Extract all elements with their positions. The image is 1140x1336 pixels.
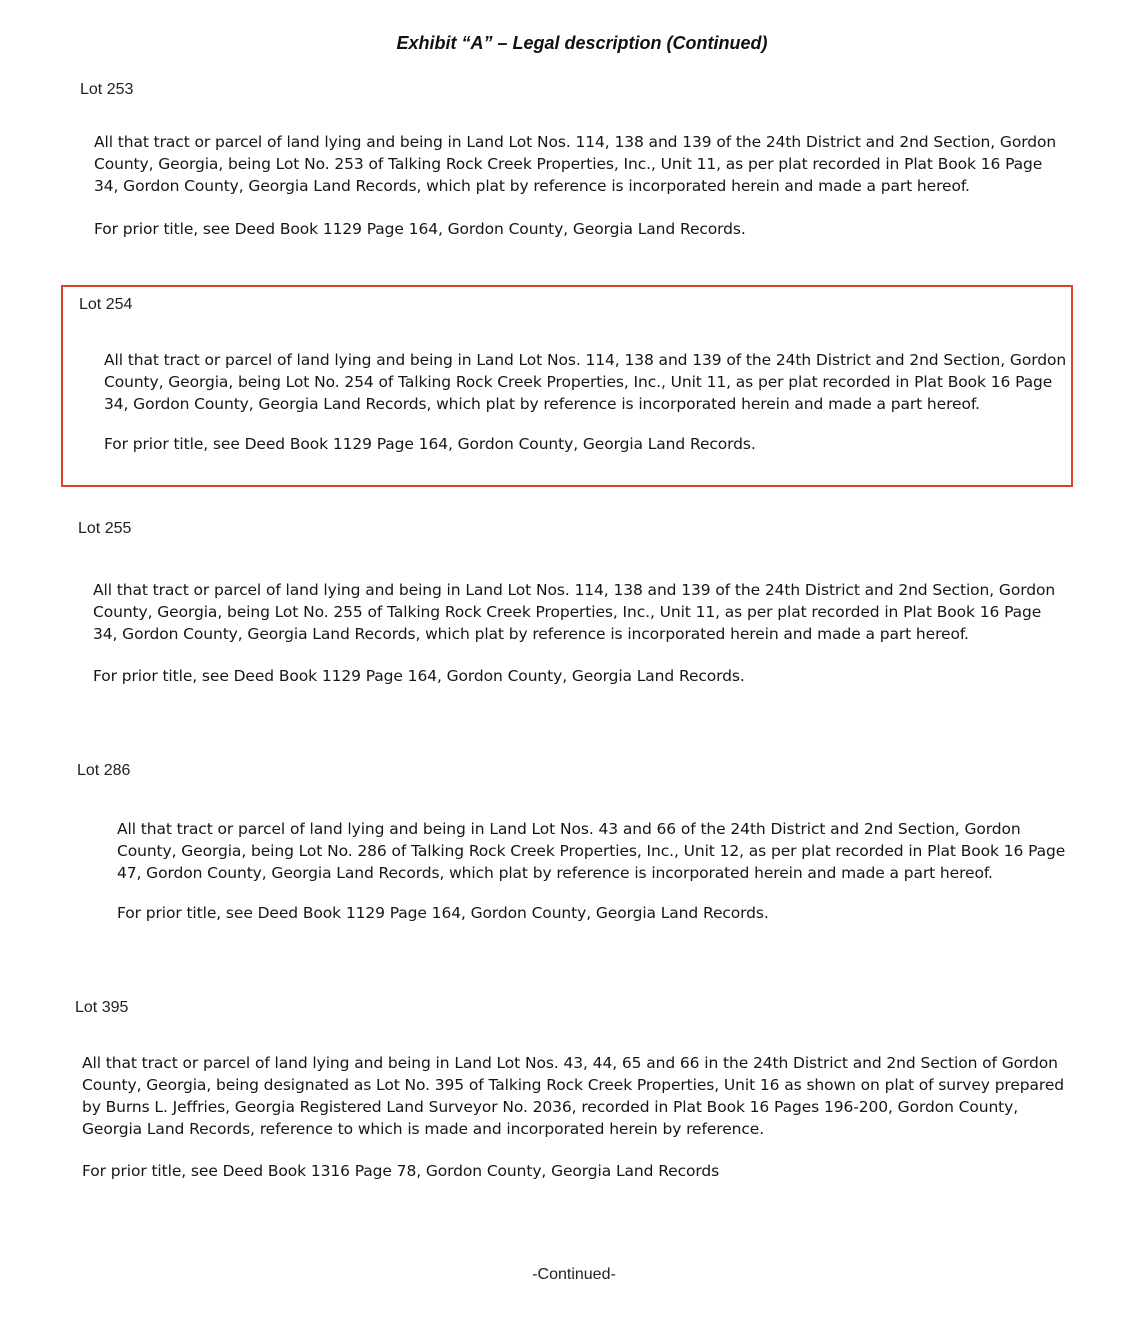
lot-description-255: All that tract or parcel of land lying and being in Land Lot Nos. 114, 138 and 139 of the 24th District and 2nd Section, Gordon County, Georgia, being Lot No. 255 of Talking Rock Creek Properties, Inc., Unit 11, as per plat recorded in Plat Book 16 Page 34, Gordon County, Georgia Land Records, which plat by reference is incorporated herein and made a part hereof. <box>93 581 1056 643</box>
lot-section-255 <box>93 579 1069 687</box>
lot-prior-title-286: For prior title, see Deed Book 1129 Page 164, Gordon County, Georgia Land Records. <box>117 904 769 922</box>
continued-footer: -Continued- <box>532 1266 616 1283</box>
lot-prior-title-253: For prior title, see Deed Book 1129 Page 164, Gordon County, Georgia Land Records. <box>94 220 746 238</box>
lot-section-254 <box>104 349 1070 455</box>
lot-section-286 <box>117 818 1073 924</box>
lot-section-253 <box>94 131 1070 240</box>
lot-description-253: All that tract or parcel of land lying and being in Land Lot Nos. 114, 138 and 139 of the 24th District and 2nd Section, Gordon County, Georgia, being Lot No. 253 of Talking Rock Creek Properties, Inc., Unit 11, as per plat recorded in Plat Book 16 Page 34, Gordon County, Georgia Land Records, which plat by reference is incorporated herein and made a part hereof. <box>94 133 1057 195</box>
page-title: Exhibit “A” – Legal description (Continued) <box>396 33 768 53</box>
lot-description-254: All that tract or parcel of land lying and being in Land Lot Nos. 114, 138 and 139 of the 24th District and 2nd Section, Gordon County, Georgia, being Lot No. 254 of Talking Rock Creek Properties, Inc., Unit 11, as per plat recorded in Plat Book 16 Page 34, Gordon County, Georgia Land Records, which plat by reference is incorporated herein and made a part hereof. <box>104 351 1067 413</box>
lot-heading-255: Lot 255 <box>78 520 132 537</box>
lot-description-286: All that tract or parcel of land lying and being in Land Lot Nos. 43 and 66 of the 24th District and 2nd Section, Gordon County, Georgia, being Lot No. 286 of Talking Rock Creek Properties, Inc., Unit 12, as per plat recorded in Plat Book 16 Page 47, Gordon County, Georgia Land Records, which plat by reference is incorporated herein and made a part hereof. <box>117 820 1066 882</box>
lot-section-395 <box>82 1052 1068 1182</box>
lot-heading-286: Lot 286 <box>77 762 131 779</box>
lot-heading-254: Lot 254 <box>79 296 133 313</box>
lot-prior-title-254: For prior title, see Deed Book 1129 Page 164, Gordon County, Georgia Land Records. <box>104 435 756 453</box>
lot-description-395: All that tract or parcel of land lying and being in Land Lot Nos. 43, 44, 65 and 66 in the 24th District and 2nd Section of Gordon County, Georgia, being designated as Lot No. 395 of Talking Rock Creek Properties, Unit 16 as shown on plat of survey prepared by Burns L. Jeffries, Georgia Registered Land Surveyor No. 2036, recorded in Plat Book 16 Pages 196-200, Gordon County, Georgia Land Records, reference to which is made and incorporated herein by reference. <box>82 1054 1065 1138</box>
lot-heading-253: Lot 253 <box>80 81 134 98</box>
lot-heading-395: Lot 395 <box>75 999 129 1016</box>
lot-prior-title-255: For prior title, see Deed Book 1129 Page 164, Gordon County, Georgia Land Records. <box>93 667 745 685</box>
lot-prior-title-395: For prior title, see Deed Book 1316 Page 78, Gordon County, Georgia Land Records <box>82 1162 720 1180</box>
